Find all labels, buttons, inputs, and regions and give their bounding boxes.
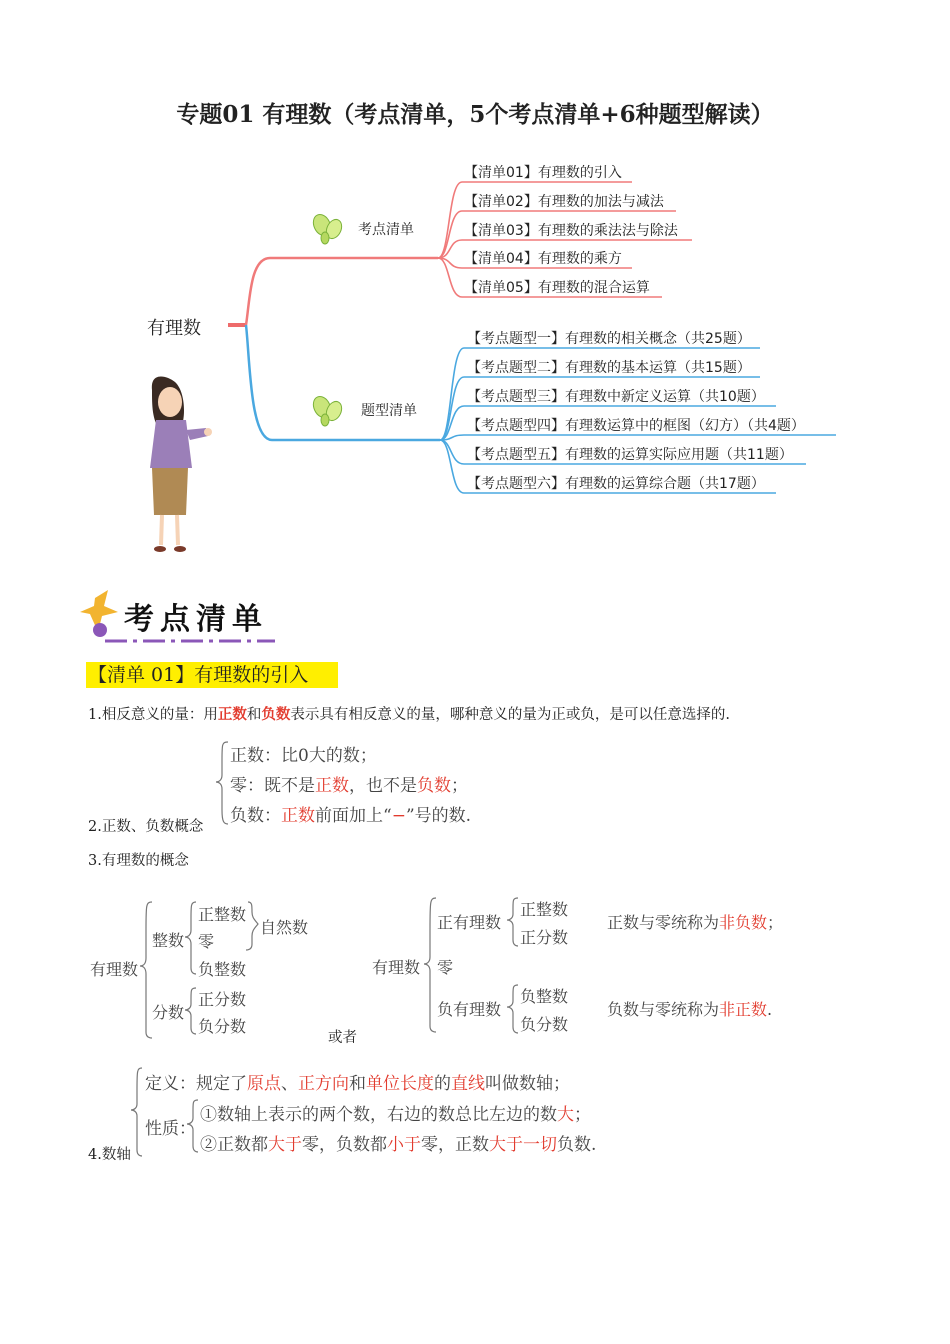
- property-label: 性质：: [145, 1119, 196, 1139]
- positive-rational-label: 正有理数: [437, 913, 502, 932]
- zero-definition: 零：既不是正数，也不是负数；: [230, 776, 468, 796]
- zero-label-2: 零: [437, 958, 454, 977]
- or-label: 或者: [328, 1030, 357, 1046]
- negative-rational-label: 负有理数: [437, 1000, 502, 1019]
- question-type-item: 【考点题型二】有理数的基本运算（共15题）: [467, 360, 751, 376]
- teacher-illustration: [150, 377, 212, 552]
- positive-fraction-label: 正分数: [198, 990, 247, 1009]
- integer-label: 整数: [152, 931, 185, 950]
- positive-integer-label-2: 正整数: [520, 900, 569, 919]
- question-type-item: 【考点题型一】有理数的相关概念（共25题）: [467, 331, 751, 347]
- negative-fraction-label: 负分数: [198, 1017, 247, 1036]
- non-positive-note: 负数与零统称为非正数.: [607, 1000, 773, 1019]
- natural-number-label: 自然数: [260, 918, 309, 937]
- number-line-definition: 定义：规定了原点、正方向和单位长度的直线叫做数轴；: [145, 1074, 570, 1094]
- positive-fraction-label-2: 正分数: [520, 928, 569, 947]
- paragraph-2-label: 2.正数、负数概念: [88, 819, 204, 835]
- paragraph-1: 1.相反意义的量：用正数和负数表示具有相反意义的量，哪种意义的量为正或负，是可以任意选择的.: [88, 706, 730, 723]
- positive-number-definition: 正数：比0大的数；: [230, 746, 377, 766]
- question-type-item: 【考点题型六】有理数的运算综合题（共17题）: [467, 476, 765, 492]
- branch-label-checklist: 考点清单: [358, 222, 414, 238]
- mindmap-root: 有理数: [147, 318, 201, 339]
- paragraph-3-label: 3.有理数的概念: [88, 853, 189, 869]
- zero-label: 零: [198, 932, 215, 951]
- page-title: 专题01 有理数（考点清单，5个考点清单+6种题型解读）: [176, 101, 774, 128]
- fraction-label: 分数: [152, 1003, 185, 1022]
- classification-2-root: 有理数: [372, 958, 421, 977]
- checklist-item: 【清单02】有理数的加法与减法: [464, 194, 664, 210]
- question-type-item: 【考点题型四】有理数运算中的框图（幻方）（共4题）: [467, 418, 805, 434]
- question-type-item: 【考点题型五】有理数的运算实际应用题（共11题）: [467, 447, 793, 463]
- negative-fraction-label-2: 负分数: [520, 1015, 569, 1034]
- negative-number-definition: 负数：正数前面加上“−”号的数.: [230, 806, 472, 826]
- property-2: ②正数都大于零，负数都小于零，正数大于一切负数.: [200, 1135, 597, 1155]
- property-1: ①数轴上表示的两个数，右边的数总比左边的数大；: [200, 1105, 591, 1125]
- checklist-item: 【清单04】有理数的乘方: [464, 251, 622, 267]
- branch-label-question-types: 题型清单: [361, 403, 417, 419]
- negative-integer-label: 负整数: [198, 960, 247, 979]
- checklist-item: 【清单05】有理数的混合运算: [464, 280, 650, 296]
- checklist-item: 【清单01】有理数的引入: [464, 165, 622, 181]
- butterfly-icon: [310, 212, 344, 244]
- positive-integer-label: 正整数: [198, 905, 247, 924]
- section-heading: 【清单 01】有理数的引入: [86, 662, 338, 688]
- non-negative-note: 正数与零统称为非负数；: [607, 913, 784, 932]
- question-type-item: 【考点题型三】有理数中新定义运算（共10题）: [467, 389, 765, 405]
- classification-1-root: 有理数: [90, 960, 139, 979]
- paragraph-4-label: 4.数轴: [88, 1147, 131, 1163]
- butterfly-icon: [310, 394, 344, 426]
- negative-integer-label-2: 负整数: [520, 987, 569, 1006]
- banner-title: 考点清单: [124, 602, 268, 637]
- checklist-item: 【清单03】有理数的乘法法与除法: [464, 223, 678, 239]
